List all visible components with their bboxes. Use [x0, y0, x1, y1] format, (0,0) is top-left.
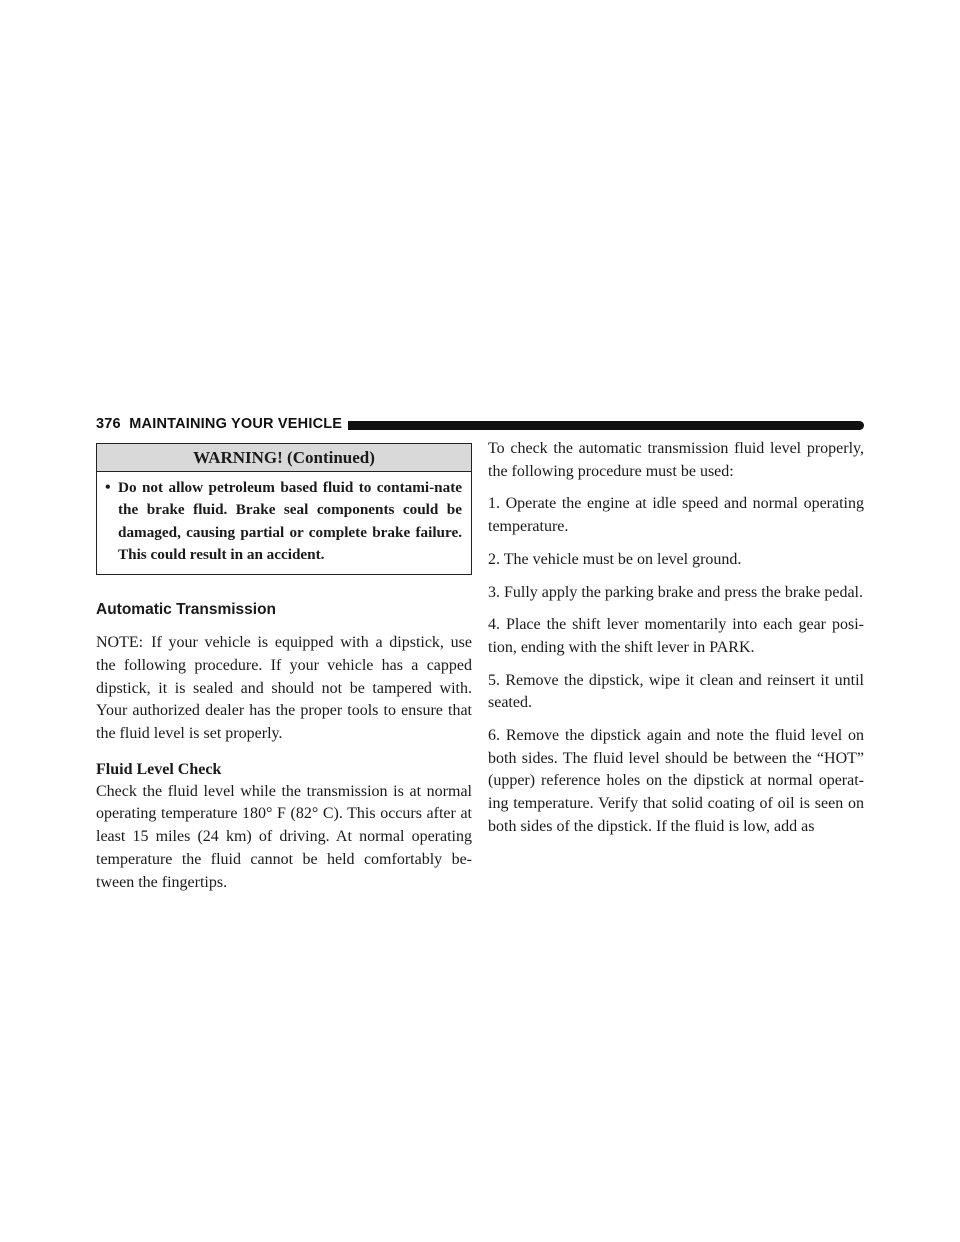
bullet-icon: • — [105, 479, 111, 496]
fluid-level-check-heading: Fluid Level Check — [96, 760, 222, 778]
note-text: If your vehicle is equipped with a dipstick, use the following procedure. If your vehicle has a capped dipstick, it is sealed and should not be tampered with. Your authorized dealer has the proper tools to ensure that the fluid level is set properly. — [96, 634, 472, 742]
page-header — [96, 413, 864, 435]
procedure-step-6: 6. Remove the dipstick again and note the fluid level on both sides. The fluid level should be between the “HOT” (upper) reference holes on the dipstick at normal operat-ing temperature. Verify that solid coating of oil is seen on both sides of the dipstick. If the fluid is low, add as — [488, 727, 864, 835]
procedure-step-1: 1. Operate the engine at idle speed and normal operating temperature. — [488, 495, 864, 536]
note-paragraph — [96, 632, 472, 746]
section-title: MAINTAINING YOUR VEHICLE — [129, 416, 343, 432]
right-column — [488, 440, 864, 839]
header-rule — [348, 421, 864, 430]
fluid-level-check-text: Check the fluid level while the transmission is at normal operating temperature 180° F (82° C). This occurs after at least 15 miles (24 km) of driving. At normal operating temperature the fluid cannot be held comfortably be-tween the fingertips. — [96, 782, 472, 891]
warning-body — [97, 472, 471, 574]
automatic-transmission-heading: Automatic Transmission — [96, 601, 277, 619]
procedure-step-5: 5. Remove the dipstick, wipe it clean and reinsert it until seated. — [488, 671, 864, 712]
left-column — [96, 443, 472, 894]
note-label: NOTE: — [96, 634, 144, 652]
warning-text: Do not allow petroleum based fluid to contami-nate the brake fluid. Brake seal components could be damaged, causing partial or complete brake failure. This could result in an accident. — [118, 479, 462, 563]
procedure-step-4: 4. Place the shift lever momentarily into each gear posi-tion, ending with the shift lever in PARK. — [488, 616, 864, 656]
page-number: 376 — [96, 416, 121, 432]
procedure-step-2: 2. The vehicle must be on level ground. — [488, 550, 742, 568]
header-label — [96, 416, 348, 432]
procedure-step-3: 3. Fully apply the parking brake and press the brake pedal. — [488, 583, 863, 601]
procedure-intro: To check the automatic transmission fluid level properly, the following procedure must be used: — [488, 440, 864, 480]
warning-title: WARNING! (Continued) — [97, 444, 471, 472]
warning-box — [96, 443, 472, 575]
